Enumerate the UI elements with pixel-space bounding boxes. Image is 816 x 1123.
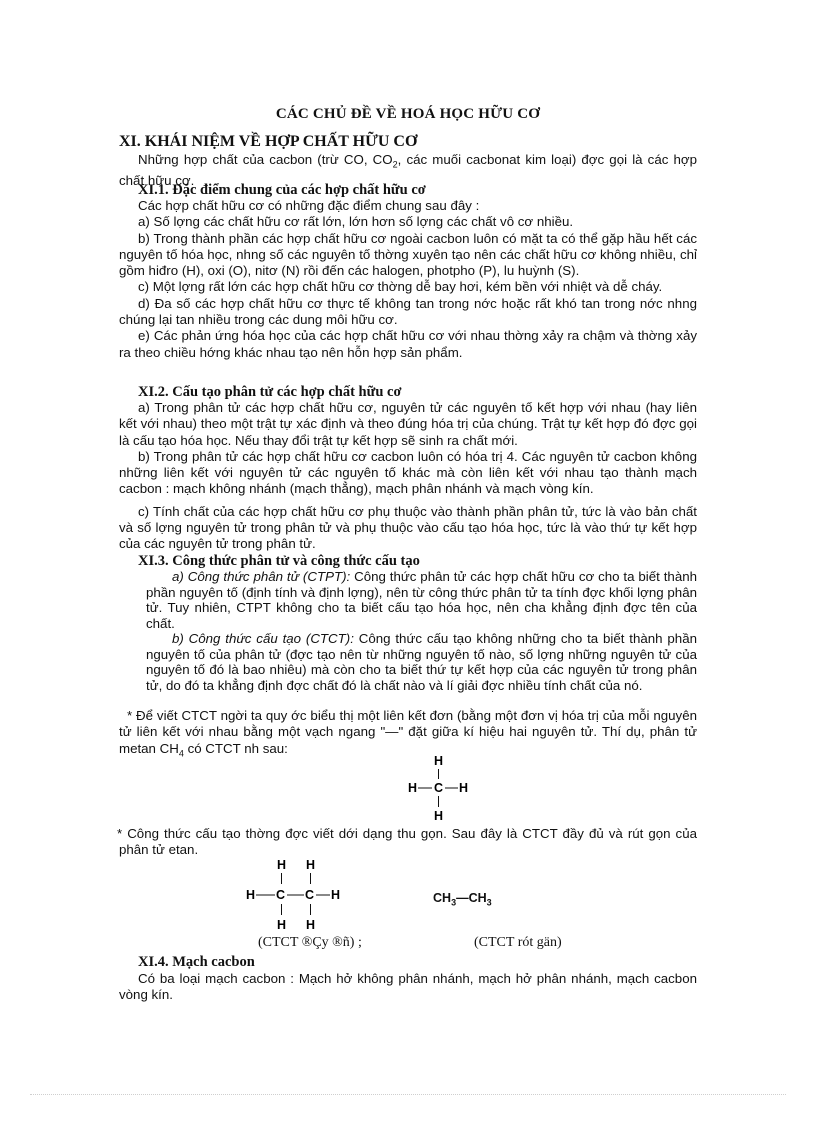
page-title: CÁC CHỦ ĐỀ VỀ HOÁ HỌC HỮU CƠ xyxy=(275,106,541,122)
methane-h-left: H xyxy=(408,781,418,795)
intro-text-b: , các muối cacbonat kim loại) đợc gọi là các hợp chất hữu cơ. xyxy=(119,152,698,188)
ctct-text: Công thức cấu tạo không những cho ta biết thành phần nguyên tố của phân tử (đợc tạo nên từ những nguyên tố nào, số lợng những nguyên tử của nguyên tố đó là bao nhiêu) mà còn cho ta biết thứ tự kết hợp của các nguyên tử trong phân tử, do đó ta khẳng định đợc chất đó là chất nào và lí giải đợc nhiều tính chất của nó. xyxy=(146,631,697,693)
ethane-c2: C xyxy=(305,888,315,902)
star1-subscript: 4 xyxy=(178,748,184,759)
s1-lead: Các hợp chất hữu cơ có những đặc điểm chung sau đây : xyxy=(138,198,480,213)
ethane-condensed-formula xyxy=(433,891,492,908)
methane-h-right: H xyxy=(459,781,469,795)
s2-item-b: b) Trong phân tử các hợp chất hữu cơ cacbon luôn có hóa trị 4. Các nguyên tử cacbon không những liên kết với nguyên tử các nguyên tố khác mà còn liên kết với nhau tạo thành mạch cacbon : mạch không nhánh (mạch thẳng), mạch phân nhánh và mạch vòng kín. xyxy=(119,448,697,497)
condensed-sub-1: 3 xyxy=(451,897,457,908)
s2-item-a: a) Trong phân tử các hợp chất hữu cơ, nguyên tử các nguyên tố kết hợp với nhau (hay liên kết với nhau) theo một trật tự xác định và theo đúng hóa trị của chúng. Trật tự kết hợp đó đợc gọi là cấu tạo hóa học. Nếu thay đổi trật tự kết hợp sẽ sinh ra chất mới. xyxy=(119,400,697,448)
s4-text: Có ba loại mạch cacbon : Mạch hở không phân nhánh, mạch hở phân nhánh, mạch cacbon vòng kín. xyxy=(119,971,697,1003)
ethane-full-structure xyxy=(240,855,350,935)
star1-text-b: có CTCT nh sau: xyxy=(183,740,288,756)
ethane-h6: H xyxy=(306,918,316,932)
star-note-2 xyxy=(119,826,697,859)
condensed-ch-1: CH xyxy=(433,891,452,905)
subsection-heading-1: XI.1. Đặc điểm chung của các hợp chất hữu cơ xyxy=(138,182,426,198)
ctpt-term: a) Công thức phân tử (CTPT): xyxy=(172,569,351,584)
subsection-1-body xyxy=(119,198,697,361)
star2-text: * Công thức cấu tạo thờng đợc viết dới dạng thu gọn. Sau đây là CTCT đầy đủ và rút gọn của phân tử etan. xyxy=(117,826,697,858)
methane-c: C xyxy=(434,781,444,795)
s1-item-e: e) Các phản ứng hóa học của các hợp chất hữu cơ với nhau thờng xảy ra chậm và thờng xảy ra theo chiều hớng khác nhau tạo nên hỗn hợp sản phẩm. xyxy=(119,328,697,360)
subsection-4-body xyxy=(119,971,697,1004)
s3-item-b xyxy=(146,631,697,693)
ethane-h2: H xyxy=(306,858,316,872)
intro-subscript: 2 xyxy=(392,159,398,170)
ctct-term: b) Công thức cấu tạo (CTCT): xyxy=(172,631,354,646)
caption-short: (CTCT rót gän) xyxy=(474,935,562,950)
section-heading: XI. KHÁI NIỆM VỀ HỢP CHẤT HỮU CƠ xyxy=(119,133,418,150)
subsection-2-body xyxy=(119,400,697,553)
star1-text-a: * Để viết CTCT ngời ta quy ớc biểu thị một liên kết đơn (bằng một đơn vị hóa trị của mỗi nguyên tử liên kết với nhau bằng một vạch ngang "—" đặt giữa kí hiệu hai nguyên tử. Thí dụ, phân tử metan CH xyxy=(119,708,697,756)
s1-item-a: a) Số lợng các chất hữu cơ rất lớn, lớn hơn số lợng các chất vô cơ nhiều. xyxy=(138,214,574,230)
subsection-heading-2: XI.2. Cấu tạo phân tử các hợp chất hữu cơ xyxy=(138,384,402,400)
s2-item-c: c) Tính chất của các hợp chất hữu cơ phụ thuộc vào thành phần phân tử, tức là vào bản chất và số lợng nguyên tử trong phân tử và phụ thuộc vào cấu tạo hóa học, tức là vào thứ tự kết hợp của các nguyên tử trong phân tử. xyxy=(119,503,697,552)
intro-text-a: Những hợp chất của cacbon (trừ CO, CO xyxy=(138,152,393,167)
subsection-heading-3: XI.3. Công thức phân tử và công thức cấu tạo xyxy=(138,553,420,569)
s1-item-c: c) Một lợng rất lớn các hợp chất hữu cơ thờng dễ bay hơi, kém bền với nhiệt và dễ cháy. xyxy=(138,279,663,295)
ethane-h4: H xyxy=(331,888,341,902)
methane-structure xyxy=(400,752,480,824)
page-bottom-rule xyxy=(30,1094,786,1095)
condensed-ch-2: CH xyxy=(468,891,487,905)
methane-h-bottom: H xyxy=(434,809,444,823)
ethane-h5: H xyxy=(277,918,287,932)
ethane-c1: C xyxy=(276,888,286,902)
ethane-h3: H xyxy=(246,888,256,902)
ctpt-text: Công thức phân tử các hợp chất hữu cơ cho ta biết thành phần nguyên tố (định tính và định lợng), nên từ công thức phân tử ta tính đợc khối lợng phân tử. Tuy nhiên, CTPT không cho ta biết cấu tạo hóa học, nên cha khẳng định đợc tên của chất. xyxy=(146,569,698,631)
s1-item-b: b) Trong thành phần các hợp chất hữu cơ ngoài cacbon luôn có mặt ta có thể gặp hầu hết các nguyên tố hóa học, nhng số các nguyên tố thờng xuyên tạo nên các chất hữu cơ không nhiều, chỉ gồm hiđro (H), oxi (O), nitơ (N) rồi đến các halogen, photpho (P), lu huỳnh (S). xyxy=(119,230,697,279)
subsection-heading-4: XI.4. Mạch cacbon xyxy=(138,954,255,970)
s1-item-d: d) Đa số các hợp chất hữu cơ thực tế không tan trong nớc hoặc rất khó tan trong nớc nhng chúng lại tan nhiều trong các dung môi hữu cơ. xyxy=(119,295,697,328)
ethane-h1: H xyxy=(277,858,287,872)
condensed-bond: — xyxy=(456,891,469,905)
s3-item-a xyxy=(146,569,697,631)
condensed-sub-2: 3 xyxy=(486,897,492,908)
methane-h-top: H xyxy=(434,754,444,768)
caption-full: (CTCT ®Çy ®ñ) ; xyxy=(258,935,362,950)
